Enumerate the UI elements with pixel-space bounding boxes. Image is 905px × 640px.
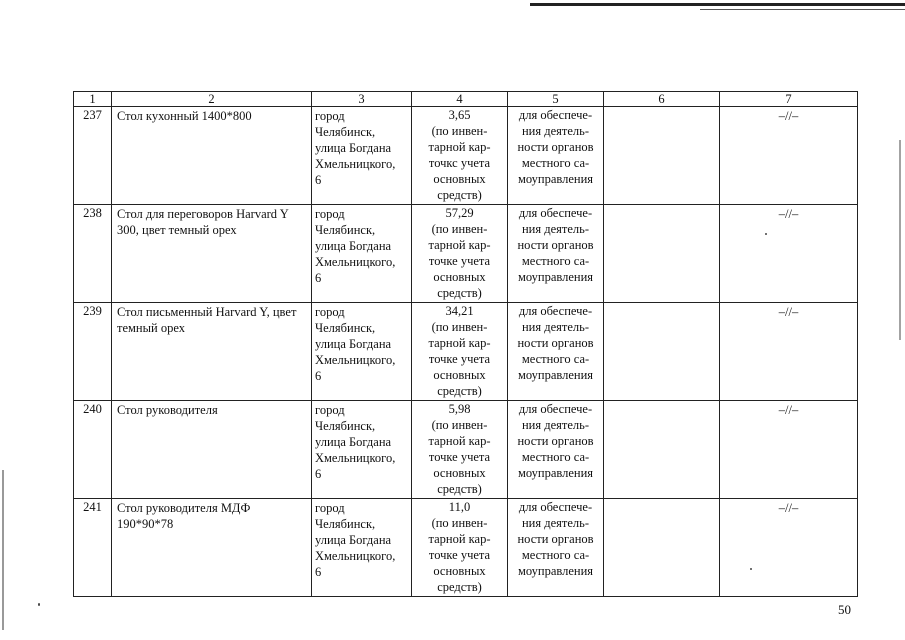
- value-line: 34,21: [445, 304, 474, 318]
- note-cell: –//–: [720, 107, 858, 205]
- purpose-line: ности органов: [517, 238, 594, 252]
- purpose-line: ния деятель-: [521, 320, 590, 334]
- inventory-table: [73, 91, 858, 597]
- address-line: Хмельницкого,: [315, 157, 396, 171]
- row-number-cell: 239: [74, 303, 112, 401]
- address-line: город: [315, 207, 345, 221]
- scan-border-top: [530, 3, 905, 6]
- value-cell: [412, 205, 508, 303]
- purpose-cell: [508, 401, 604, 499]
- value-line: тарной кар-: [428, 336, 491, 350]
- purpose-line: ния деятель-: [521, 222, 590, 236]
- address-line: Челябинск,: [315, 419, 376, 433]
- purpose-line: моуправления: [517, 564, 594, 578]
- value-line: точке учета: [428, 450, 491, 464]
- value-cell: [412, 303, 508, 401]
- purpose-line: моуправления: [517, 368, 594, 382]
- address-line: Хмельницкого,: [315, 353, 396, 367]
- page-number: 50: [838, 602, 851, 617]
- note-cell: –//–: [720, 499, 858, 597]
- header-cell: 2: [112, 92, 312, 107]
- header-cell: 7: [720, 92, 858, 107]
- value-line: тарной кар-: [428, 532, 491, 546]
- address-line: Челябинск,: [315, 321, 376, 335]
- item-name-cell: Стол письменный Harvard Y, цвет темный орех: [112, 303, 312, 401]
- value-line: 3,65: [448, 108, 471, 122]
- address-line: улица Богдана: [315, 337, 392, 351]
- value-line: 57,29: [445, 206, 474, 220]
- value-line: основных: [433, 368, 486, 382]
- header-cell: 5: [508, 92, 604, 107]
- address-line: 6: [315, 565, 322, 579]
- value-line: 5,98: [448, 402, 471, 416]
- purpose-line: для обеспече-: [518, 304, 593, 318]
- purpose-line: местного са-: [521, 156, 590, 170]
- purpose-line: ности органов: [517, 336, 594, 350]
- header-cell: 4: [412, 92, 508, 107]
- purpose-line: для обеспече-: [518, 500, 593, 514]
- address-cell: [312, 499, 412, 597]
- purpose-line: для обеспече-: [518, 108, 593, 122]
- address-line: Челябинск,: [315, 517, 376, 531]
- address-line: 6: [315, 369, 322, 383]
- value-line: средств): [437, 384, 482, 398]
- column-6-cell: [604, 303, 720, 401]
- purpose-line: местного са-: [521, 450, 590, 464]
- value-line: основных: [433, 270, 486, 284]
- purpose-cell: [508, 499, 604, 597]
- purpose-line: ности органов: [517, 532, 594, 546]
- purpose-line: моуправления: [517, 172, 594, 186]
- header-cell: 3: [312, 92, 412, 107]
- address-line: город: [315, 403, 345, 417]
- address-line: город: [315, 305, 345, 319]
- address-line: Хмельницкого,: [315, 255, 396, 269]
- row-number-cell: 240: [74, 401, 112, 499]
- address-cell: [312, 303, 412, 401]
- value-line: 11,0: [448, 500, 471, 514]
- address-cell: [312, 401, 412, 499]
- note-cell: –//–: [720, 205, 858, 303]
- address-line: Хмельницкого,: [315, 451, 396, 465]
- row-number-cell: 241: [74, 499, 112, 597]
- address-line: город: [315, 501, 345, 515]
- address-line: улица Богдана: [315, 435, 392, 449]
- purpose-line: моуправления: [517, 270, 594, 284]
- purpose-cell: [508, 107, 604, 205]
- value-line: тарной кар-: [428, 140, 491, 154]
- address-line: Хмельницкого,: [315, 549, 396, 563]
- value-line: точке учета: [428, 254, 491, 268]
- address-line: Челябинск,: [315, 223, 376, 237]
- address-line: 6: [315, 173, 322, 187]
- item-name-cell: Стол руководителя: [112, 401, 312, 499]
- row-number-cell: 237: [74, 107, 112, 205]
- address-line: улица Богдана: [315, 533, 392, 547]
- inventory-table-body: [74, 92, 858, 597]
- table-row: [74, 107, 858, 205]
- address-line: 6: [315, 467, 322, 481]
- table-row: [74, 499, 858, 597]
- column-6-cell: [604, 107, 720, 205]
- header-row: [74, 92, 858, 107]
- value-cell: [412, 401, 508, 499]
- purpose-line: ния деятель-: [521, 124, 590, 138]
- value-line: точке учета: [428, 352, 491, 366]
- purpose-line: для обеспече-: [518, 206, 593, 220]
- value-line: средств): [437, 188, 482, 202]
- table-row: [74, 303, 858, 401]
- value-line: средств): [437, 580, 482, 594]
- column-6-cell: [604, 401, 720, 499]
- item-name-cell: Стол для переговоров Harvard Y 300, цвет темный орех: [112, 205, 312, 303]
- value-cell: [412, 107, 508, 205]
- purpose-cell: [508, 205, 604, 303]
- value-line: тарной кар-: [428, 434, 491, 448]
- purpose-line: местного са-: [521, 548, 590, 562]
- purpose-line: ния деятель-: [521, 516, 590, 530]
- address-line: 6: [315, 271, 322, 285]
- address-cell: [312, 107, 412, 205]
- scan-border-top-thin: [700, 9, 905, 10]
- purpose-line: ности органов: [517, 434, 594, 448]
- value-cell: [412, 499, 508, 597]
- purpose-cell: [508, 303, 604, 401]
- purpose-line: местного са-: [521, 254, 590, 268]
- table-row: [74, 205, 858, 303]
- value-line: средств): [437, 286, 482, 300]
- table-row: [74, 401, 858, 499]
- address-cell: [312, 205, 412, 303]
- purpose-line: ности органов: [517, 140, 594, 154]
- item-name-cell: Стол кухонный 1400*800: [112, 107, 312, 205]
- value-line: (по инвен-: [431, 418, 488, 432]
- value-line: основных: [433, 172, 486, 186]
- column-6-cell: [604, 205, 720, 303]
- purpose-line: для обеспече-: [518, 402, 593, 416]
- note-cell: –//–: [720, 401, 858, 499]
- purpose-line: ния деятель-: [521, 418, 590, 432]
- scan-edge-right: [899, 140, 901, 340]
- address-line: город: [315, 109, 345, 123]
- value-line: тарной кар-: [428, 238, 491, 252]
- address-line: Челябинск,: [315, 125, 376, 139]
- value-line: (по инвен-: [431, 516, 488, 530]
- address-line: улица Богдана: [315, 141, 392, 155]
- note-cell: –//–: [720, 303, 858, 401]
- purpose-line: местного са-: [521, 352, 590, 366]
- value-line: средств): [437, 482, 482, 496]
- purpose-line: моуправления: [517, 466, 594, 480]
- column-6-cell: [604, 499, 720, 597]
- value-line: основных: [433, 564, 486, 578]
- row-number-cell: 238: [74, 205, 112, 303]
- scan-edge-left: [2, 470, 4, 630]
- value-line: основных: [433, 466, 486, 480]
- address-line: улица Богдана: [315, 239, 392, 253]
- value-line: (по инвен-: [431, 222, 488, 236]
- item-name-cell: Стол руководителя МДФ 190*90*78: [112, 499, 312, 597]
- header-cell: 6: [604, 92, 720, 107]
- value-line: (по инвен-: [431, 124, 488, 138]
- value-line: (по инвен-: [431, 320, 488, 334]
- header-cell: 1: [74, 92, 112, 107]
- scan-speck: [38, 603, 40, 606]
- value-line: точке учета: [428, 548, 491, 562]
- value-line: точкс учета: [428, 156, 491, 170]
